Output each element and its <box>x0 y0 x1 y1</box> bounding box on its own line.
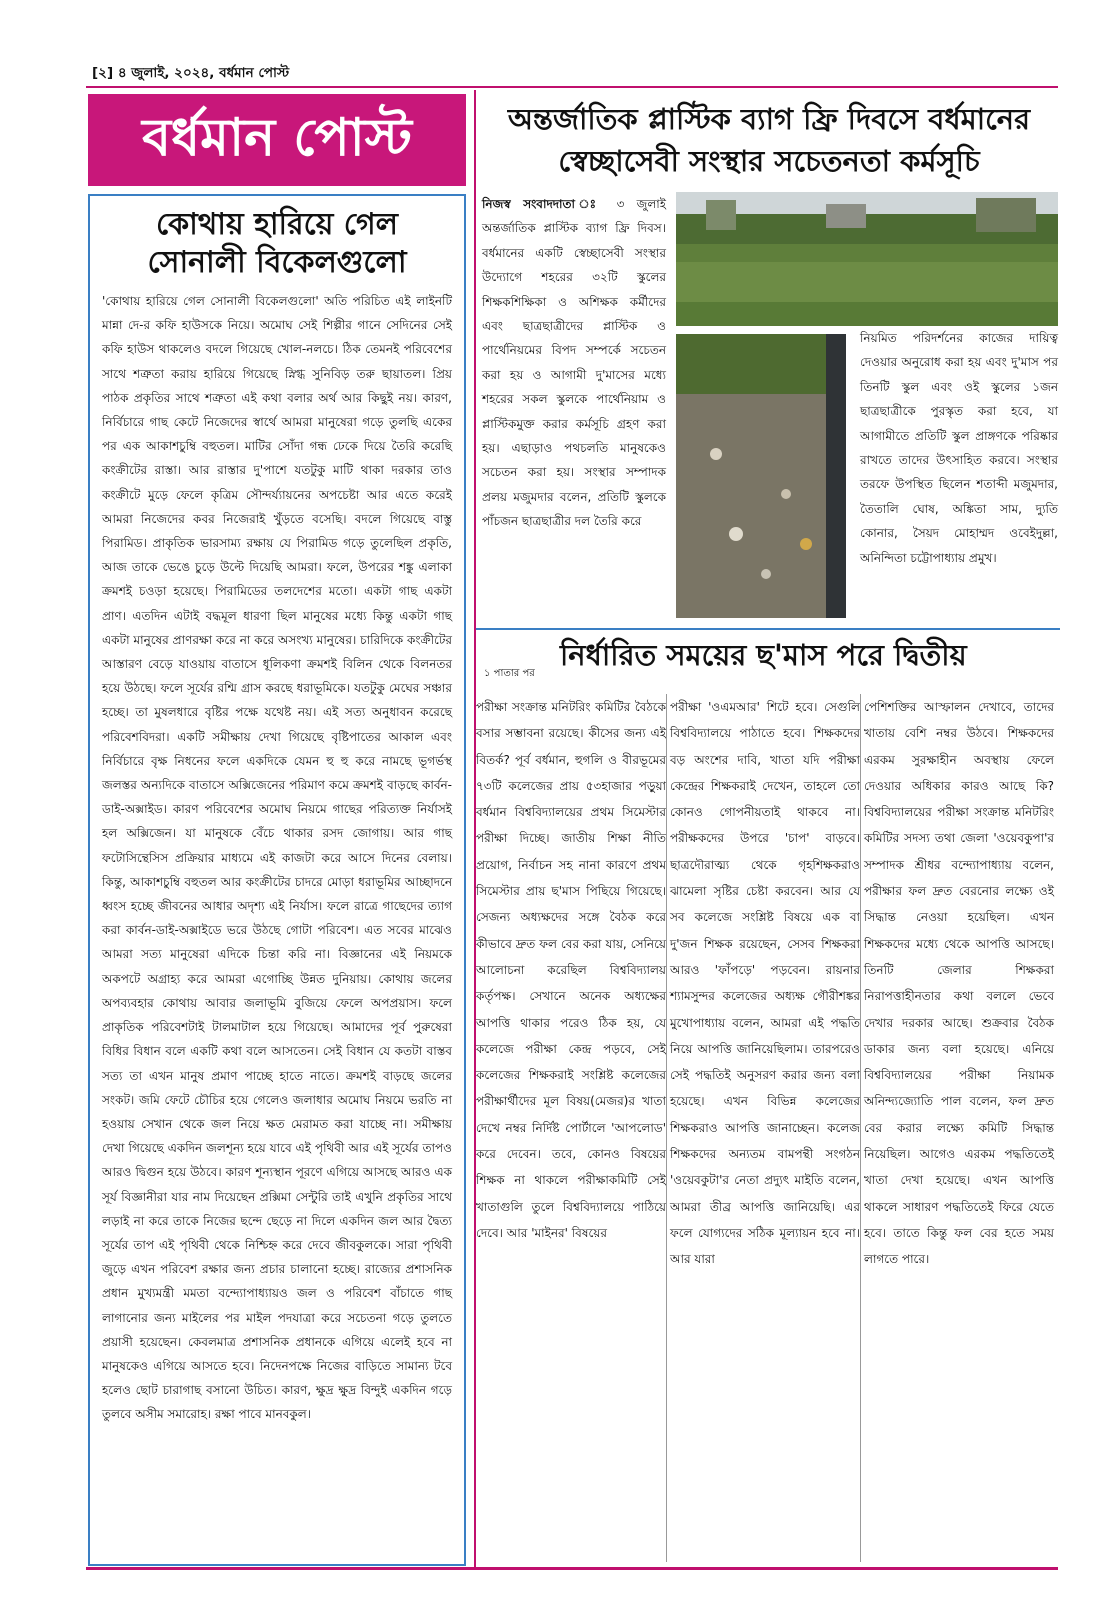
story2-column2: পরীক্ষা 'ওএমআর' শিটে হবে। সেগুলি বিশ্ববিদ্যালয়ে পাঠাতে হবে। শিক্ষকদের বড় অংশের দাবি, খাতা যদি পরীক্ষা কেন্দ্রের শিক্ষকরাই দেখেন, তাহলে তো কোনও গোপনীয়তাই থাকবে না। পরীক্ষকদের উপরে 'চাপ' বাড়বে। ছাত্রদৌরাত্ম্য থেকে গৃহশিক্ষকরাও ঝামেলা সৃষ্টির চেষ্টা করবেন। আর যে সব কলেজে সংশ্লিষ্ট বিষয়ে এক বা দু'জন শিক্ষক রয়েছেন, সেসব শিক্ষকরা আরও 'ফাঁপড়ে' পড়বেন। রায়নার শ্যামসুন্দর কলেজের অধ্যক্ষ গৌরীশঙ্কর মুখোপাধ্যায় বলেন, আমরা এই পদ্ধতি নিয়ে আপত্তি জানিয়েছিলাম। তারপরেও সেই পদ্ধতিই অনুসরণ করার জন্য বলা হয়েছে। এখন বিভিন্ন কলেজের শিক্ষকরাও আপত্তি জানাচ্ছেন। কলেজ শিক্ষকদের অন্যতম বামপন্থী সংগঠন 'ওয়েবকুটা'র নেতা প্রদ্যুৎ মাইতি বলেন, আমরা তীব্র আপত্তি জানিয়েছি। এর ফলে যোগ্যদের সঠিক মূল্যায়ন হবে না। আর যারা <box>670 700 860 1267</box>
field-photo <box>676 192 1058 326</box>
column-rule <box>666 694 667 1562</box>
story1-byline: নিজস্ব সংবাদদাতা ঃ <box>482 197 605 211</box>
bottom-rule <box>86 1567 1058 1570</box>
page-header: [২] ৪ জুলাই, ২০২৪, বর্ধমান পোস্ট <box>92 65 290 81</box>
editorial-box <box>88 194 466 1566</box>
section-rule <box>476 628 1060 630</box>
litter-photo <box>676 334 846 618</box>
story1-headline <box>478 98 1060 182</box>
top-rule <box>86 86 1058 88</box>
story1-headline-line2: স্বেচ্ছাসেবী সংস্থার সচেতনতা কর্মসূচি <box>558 144 980 179</box>
story2-headline: নির্ধারিত সময়ের ছ'মাস পরে দ্বিতীয় <box>560 638 967 672</box>
story1-column1 <box>482 192 666 534</box>
masthead: বর্ধমান পোস্ট <box>88 94 466 186</box>
story1-column2: নিয়মিত পরিদর্শনের কাজের দায়িত্ব দেওয়ার অনুরোধ করা হয় এবং দু'মাস পর তিনটি স্কুল এবং ওই স্কুলের ১জন ছাত্রছাত্রীকে পুরস্কৃত করা হবে, যা আগামীতে প্রতিটি স্কুল প্রাঙ্গণকে পরিষ্কার রাখতে তাদের উৎসাহিত করবে। সংস্থার তরফে উপস্থিত ছিলেন শতাব্দী মজুমদার, তৈতালি ঘোষ, অঙ্কিতা সাম, দ্যুতি কোনার, সৈয়দ মোহাম্মদ ওবেইদুল্লা, অনিন্দিতা চট্টোপাধ্যায় প্রমুখ। <box>860 331 1058 565</box>
editorial-headline: কোথায় হারিয়ে গেল সোনালী বিকেলগুলো <box>147 207 407 280</box>
story1-headline-line1: অন্তর্জাতিক প্লাস্টিক ব্যাগ ফ্রি দিবসে বর্ধমানের <box>507 102 1031 136</box>
continued-note: ১ পাতার পর <box>484 668 535 679</box>
story2-column1: পরীক্ষা সংক্রান্ত মনিটরিং কমিটির বৈঠকে বসার সম্ভাবনা রয়েছে। কীসের জন্য এই বিতর্ক? পূর্ব বর্ধমান, হুগলি ও বীরভূমের ৭৩টি কলেজের প্রায় ৫৩হাজার পড়ুয়া বর্ধমান বিশ্ববিদ্যালয়ের প্রথম সিমেস্টার পরীক্ষা দিচ্ছে। জাতীয় শিক্ষা নীতি প্রয়োগ, নির্বাচন সহ নানা কারণে প্রথম সিমেস্টার প্রায় ছ'মাস পিছিয়ে গিয়েছে। সেজন্য অধ্যক্ষদের সঙ্গে বৈঠক করে কীভাবে দ্রুত ফল বের করা যায়, সেনিয়ে আলোচনা করেছিল বিশ্ববিদ্যালয় কর্তৃপক্ষ। সেখানে অনেক অধ্যক্ষের আপত্তি থাকার পরেও ঠিক হয়, যে কলেজে পরীক্ষা কেন্দ্র পড়বে, সেই কলেজের শিক্ষকরাই সংশ্লিষ্ট কলেজের পরীক্ষার্থীদের মূল বিষয়(মেজর)র খাতা দেখে নম্বর নির্দিষ্ট পোর্টালে 'আপলোড' করে দেবেন। তবে, কোনও বিষয়ের শিক্ষক না থাকলে পরীক্ষাকমিটি সেই খাতাগুলি তুলে বিশ্ববিদ্যালয়ে পাঠিয়ে দেবে। আর 'মাইনর' বিষয়ের <box>476 700 666 1240</box>
editorial-body: 'কোথায় হারিয়ে গেল সোনালী বিকেলগুলো' অতি পরিচিত এই লাইনটি মান্না দে-র কফি হাউসকে নিয়ে। অমোঘ সেই শিল্পীর গানে সেদিনের সেই কফি হাউস থাকলেও বদলে গিয়েছে খোল-নলচে। ঠিক তেমনই পরিবেশের সাথে শত্রুতা করায় হারিয়ে গিয়েছে স্নিগ্ধ সুনিবিড় তরু ছায়াতল। প্রিয় পাঠক প্রকৃতির সাথে শত্রুতা এই কথা বলার অর্থ আর কিছুই নয়। কারণ, নির্বিচারে গাছ কেটে নিজেদের স্বার্থে আমরা মানুষেরা গড়ে তুলছি একের পর এক আকাশচুম্বি বহুতল। মাটির সোঁদা গন্ধ ঢেকে দিয়ে তৈরি করেছি কংক্রীটের রাস্তা। আর রাস্তার দু'পাশে যতটুকু মাটি থাকা দরকার তাও কংক্রীটে মুড়ে ফেলে কৃত্রিম সৌন্দর্য্যায়নের অপচেষ্টা আর এতে করেই আমরা নিজেদের কবর নিজেরাই খুঁড়তে বসেছি। বদলে গিয়েছে বাস্তু পিরামিড। প্রাকৃতিক ভারসাম্য রক্ষায় যে পিরামিড গড়ে তুলেছিল প্রকৃতি, আজ তাকে ভেঙে চুড়ে উল্টে দিয়েছি আমরা। ফলে, উপরের শঙ্কু এলাকা ক্রমশই চওড়া হয়েছে। পিরামিডের তলদেশের মতো। একটা গাছ একটা প্রাণ। এতদিন এটাই বদ্ধমূল ধারণা ছিল মানুষের মধ্যে কিন্তু একটা গাছ একটা মানুষের প্রাণরক্ষা করে না করে অসংখ্য মানুষের। চারিদিকে কংক্রীটের আস্তারণ বেড়ে যাওয়ায় বাতাসে ধূলিকণা ক্রমশই বিলিন থেকে বিলনতর হয়ে উঠছে। ফলে সূর্যের রশ্মি গ্রাস করছে ধরাভূমিকে। যতটুকু মেঘের সঞ্চার হচ্ছে। তা মুষলধারে বৃষ্টির পক্ষে যথেষ্ট নয়। এই সত্য অনুধাবন করেছে পরিবেশবিদরা। একটি সমীক্ষায় দেখা গিয়েছে বৃষ্টিপাতের আকাল এবং নির্বিচারে বৃক্ষ নিধনের ফলে একদিকে যেমন হু হু করে নামছে ভূগর্ভস্থ জলস্তর অন্যদিকে বাতাসে অক্সিজেনের পরিমাণ কমে ক্রমশই বাড়ছে কার্বন-ডাই-অক্সাইড। কারণ পরিবেশের অমোঘ নিয়মে গাছের পরিত্যক্ত নির্যাসই হল অক্সিজেন। যা মানুষকে বেঁচে থাকার রসদ জোগায়। আর গাছ ফটোসিন্থেসিস প্রক্রিয়ার মাধ্যমে এই কাজটা করে আসে দিনের বেলায়। কিন্তু, আকাশচুম্বি বহুতল আর কংক্রীটের চাদরে মোড়া ধরাভূমির আচ্ছাদনে ধ্বংস হচ্ছে জীবনের আধার অদৃশ্য এই নির্যাস। ফলে রাত্রে গাছেদের ত্যাগ করা কার্বন-ডাই-অক্সাইডে ভরে উঠছে গোটা পরিবেশ। এত সবের মাঝেও আমরা সত্য মানুষেরা এদিকে চিন্তা করি না। বিজ্ঞানের এই নিয়মকে অকপটে অগ্রাহ্য করে আমরা এগোচ্ছি উন্নত দুনিয়ায়। কোথায় জলের অপব্যবহার কোথায় আবার জলাভূমি বুজিয়ে ফেলে অপপ্রয়াস। ফলে প্রাকৃতিক পরিবেশটাই টালমাটাল হয়ে গিয়েছে। আমাদের পূর্ব পুরুষেরা বিধির বিধান বলে একটি কথা বলে আসতেন। সেই বিধান যে কতটা বাস্তব সত্য তা এখন মানুষ প্রমাণ পাচ্ছে হাতে নাতে। ক্রমশই বাড়ছে জলের সংকট। জমি ফেটে চৌচির হয়ে গেলেও জলাধার অমোঘ নিয়মে ভরতি না হওয়ায় সেখান থেকে জল নিয়ে ক্ষত মেরামত করা যাচ্ছে না। সমীক্ষায় দেখা গিয়েছে একদিন জলশূন্য হয়ে যাবে এই পৃথিবী আর এই সূর্যের তাপও আরও দ্বিগুন হয়ে উঠবে। কারণ শূন্যস্থান পূরণে এগিয়ে আসছে আরও এক সূর্য বিজ্ঞানীরা যার নাম দিয়েছেন প্রক্সিমা সেন্টুরি তাই এখুনি প্রকৃতির সাথে লড়াই না করে তাকে নিজের ছন্দে ছেড়ে না দিলে একদিন জল আর দ্বৈত্য সূর্যের তাপ এই পৃথিবী থেকে নিশ্চিহ্ন করে দেবে জীবকুলকে। সারা পৃথিবী জুড়ে এখন পরিবেশ রক্ষার জন্য প্রচার চালানো হচ্ছে। রাজ্যের প্রশাসনিক প্রধান মুখ্যমন্ত্রী মমতা বন্দ্যোপাধ্যায়ও জল ও পরিবেশ বাঁচাতে গাছ লাগানোর জন্য মাইলের পর মাইল পদযাত্রা করে সচেতনা গড়ে তুলতে প্রয়াসী হয়েছেন। কেবলমাত্র প্রশাসনিক প্রধানকে এগিয়ে এলেই হবে না মানুষকেও এগিয়ে আসতে হবে। নিদেনপক্ষে নিজের বাড়িতে সামান্য টবে হলেও ছোট চারাগাছ বসানো উচিত। কারণ, ক্ষুদ্র ক্ষুদ্র বিন্দুই একদিন গড়ে তুলবে অসীম সমারোহ। রক্ষা পাবে মানবকুল। <box>102 294 452 1422</box>
story1-column1-text: ৩ জুলাই অন্তর্জাতিক প্লাস্টিক ব্যাগ ফ্রি দিবস। বর্ধমানের একটি স্বেচ্ছাসেবী সংস্থার উদ্যোগে শহরের ৩২টি স্কুলের শিক্ষকশিক্ষিকা ও অশিক্ষক কর্মীদের এবং ছাত্রছাত্রীদের প্লাস্টিক ও পার্থেনিয়মের বিপদ সম্পর্কে সচেতন করা হয় ও আগামী দু'মাসের মধ্যে শহরের সকল স্কুলকে পার্থেনিয়াম ও প্লাস্টিকমুক্ত করার কর্মসূচি গ্রহণ করা হয়। এছাড়াও পথচলতি মানুষকেও সচেতন করা হয়। সংস্থার সম্পাদক প্রলয় মজুমদার বলেন, প্রতিটি স্কুলকে পাঁচজন ছাত্রছাত্রীর দল তৈরি করে <box>482 197 666 529</box>
column-rule <box>860 694 861 1562</box>
story2-column3: পেশিশক্তির আস্ফালন দেখাবে, তাদের খাতায় বেশি নম্বর উঠবে। শিক্ষকদের এরকম সুরক্ষাহীন অবস্থায় ফেলে দেওয়ার অধিকার কারও আছে কি? বিশ্ববিদ্যালয়ের পরীক্ষা সংক্রান্ত মনিটরিং কমিটির সদস্য তথা জেলা 'ওয়েবকুপা'র সম্পাদক শ্রীধর বন্দ্যোপাধ্যায় বলেন, পরীক্ষার ফল দ্রুত বেরনোর লক্ষ্যে ওই সিদ্ধান্ত নেওয়া হয়েছিল। এখন শিক্ষকদের মধ্যে থেকে আপত্তি আসছে। তিনটি জেলার শিক্ষকরা নিরাপত্তাহীনতার কথা বললে ভেবে দেখার দরকার আছে। শুক্রবার বৈঠক ডাকার জন্য বলা হয়েছে। এনিয়ে বিশ্ববিদ্যালয়ের পরীক্ষা নিয়ামক অনিন্দ্যজ্যোতি পাল বলেন, ফল দ্রুত বের করার লক্ষ্যে কমিটি সিদ্ধান্ত নিয়েছিল। আগেও এরকম পদ্ধতিতেই খাতা দেখা হয়েছে। এখন আপত্তি থাকলে সাধারণ পদ্ধতিতেই ফিরে যেতে হবে। তাতে কিন্তু ফল বের হতে সময় লাগতে পারে। <box>864 700 1054 1267</box>
